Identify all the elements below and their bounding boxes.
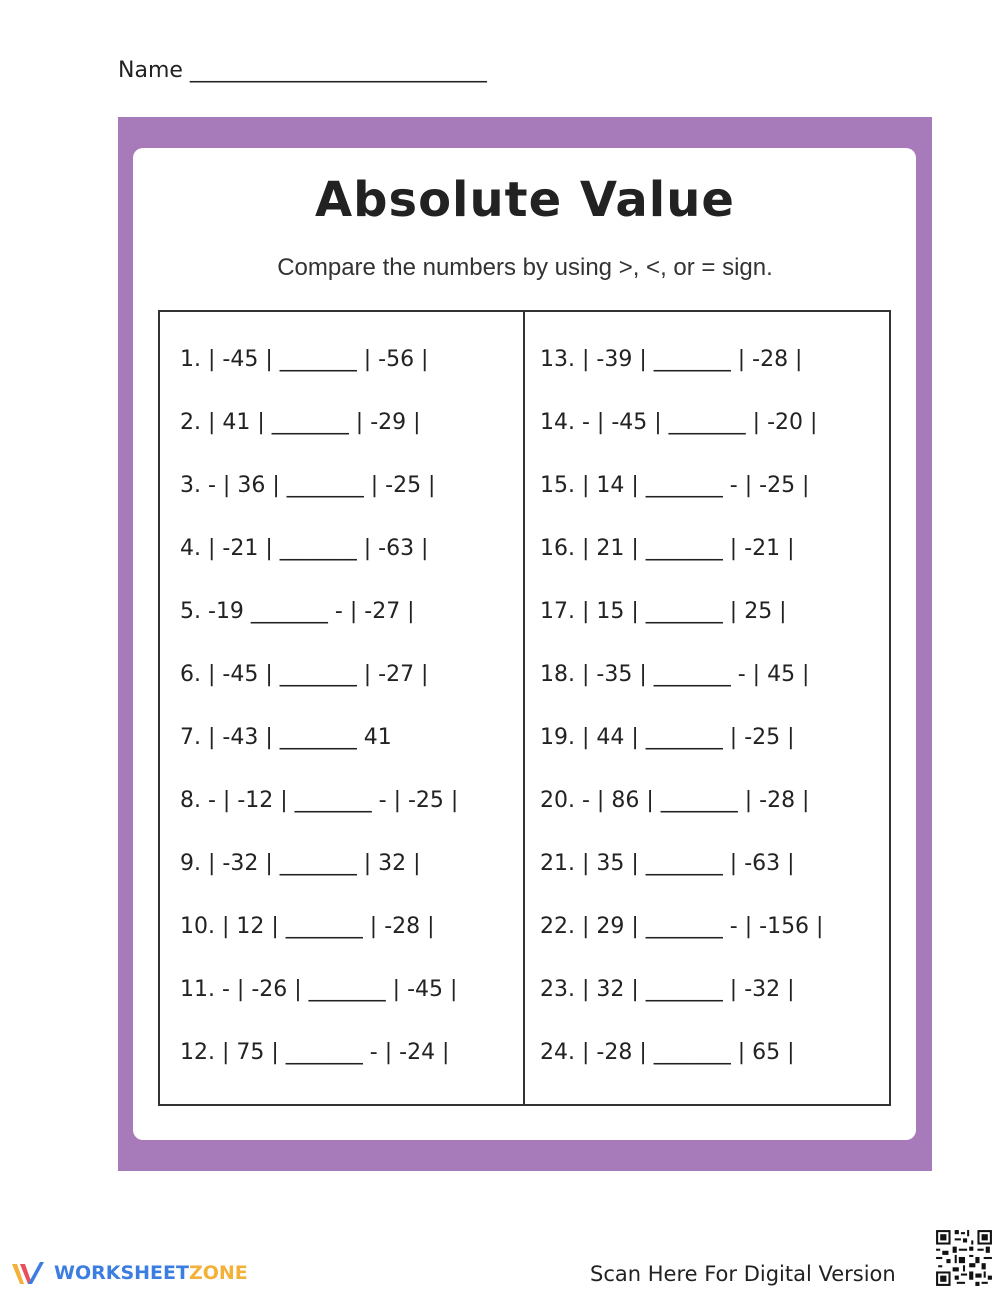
problem-text: | 35 | _______ | -63 | (582, 851, 795, 876)
problem-number: 18. (540, 662, 575, 687)
worksheetzone-logo[interactable] (10, 1258, 248, 1288)
problem-number: 21. (540, 851, 575, 876)
problem-number: 5. (180, 599, 201, 624)
problem-item (540, 659, 823, 722)
problem-item (540, 1037, 823, 1100)
problem-number: 1. (180, 347, 201, 372)
problem-number: 17. (540, 599, 575, 624)
problem-number: 14. (540, 410, 575, 435)
problem-item (180, 596, 458, 659)
scan-prompt: Scan Here For Digital Version (590, 1262, 896, 1286)
problem-text: | 29 | _______ - | -156 | (582, 914, 824, 939)
problem-text: | 12 | _______ | -28 | (222, 914, 435, 939)
problem-number: 19. (540, 725, 575, 750)
problem-number: 23. (540, 977, 575, 1002)
left-problem-column (180, 344, 458, 1100)
problem-item (540, 911, 823, 974)
problem-number: 24. (540, 1040, 575, 1065)
problem-number: 11. (180, 977, 215, 1002)
name-line: Name ___________________________ (118, 58, 487, 83)
problem-item (180, 344, 458, 407)
problem-text: | 14 | _______ - | -25 | (582, 473, 810, 498)
problem-number: 8. (180, 788, 201, 813)
problem-number: 22. (540, 914, 575, 939)
problem-text: - | -45 | _______ | -20 | (582, 410, 818, 435)
problem-number: 10. (180, 914, 215, 939)
problem-item (540, 974, 823, 1037)
problem-item (540, 722, 823, 785)
problem-text: - | -26 | _______ | -45 | (222, 977, 458, 1002)
problem-number: 15. (540, 473, 575, 498)
problem-text: | -21 | _______ | -63 | (208, 536, 429, 561)
problem-item (180, 470, 458, 533)
problem-item (180, 785, 458, 848)
problem-item (180, 974, 458, 1037)
problem-item (540, 533, 823, 596)
logo-word-zone: ZONE (188, 1262, 248, 1284)
problem-item (180, 722, 458, 785)
problem-number: 6. (180, 662, 201, 687)
problem-text: | 21 | _______ | -21 | (582, 536, 795, 561)
problem-number: 7. (180, 725, 201, 750)
problem-text: | -45 | _______ | -56 | (208, 347, 429, 372)
problem-text: - | 36 | _______ | -25 | (208, 473, 436, 498)
qr-code-icon[interactable] (934, 1228, 994, 1288)
worksheet-title: Absolute Value (315, 172, 735, 228)
problem-text: | 15 | _______ | 25 | (582, 599, 787, 624)
problem-number: 4. (180, 536, 201, 561)
problem-text: | -45 | _______ | -27 | (208, 662, 429, 687)
worksheetzone-logo-icon (10, 1258, 48, 1288)
logo-word-worksheet: WORKSHEET (54, 1262, 189, 1284)
problem-item (540, 407, 823, 470)
problem-number: 12. (180, 1040, 215, 1065)
problem-text: | 75 | _______ - | -24 | (222, 1040, 450, 1065)
right-problem-column (540, 344, 823, 1100)
problem-item (180, 1037, 458, 1100)
problem-item (540, 785, 823, 848)
problem-text: | 41 | _______ | -29 | (208, 410, 421, 435)
problem-item (540, 596, 823, 659)
column-divider (523, 310, 525, 1106)
problem-number: 2. (180, 410, 201, 435)
problem-item (180, 659, 458, 722)
problem-text: - | 86 | _______ | -28 | (582, 788, 810, 813)
worksheet-instructions: Compare the numbers by using >, <, or = sign. (277, 254, 773, 281)
problem-text: | -32 | _______ | 32 | (208, 851, 421, 876)
problem-text: | -28 | _______ | 65 | (582, 1040, 795, 1065)
problem-text: | -43 | _______ 41 (208, 725, 392, 750)
problem-item (180, 533, 458, 596)
problem-text: | -35 | _______ - | 45 | (582, 662, 810, 687)
logo-text (54, 1262, 248, 1284)
problem-text: | 44 | _______ | -25 | (582, 725, 795, 750)
problem-text: - | -12 | _______ - | -25 | (208, 788, 459, 813)
problem-number: 20. (540, 788, 575, 813)
problem-text: -19 _______ - | -27 | (208, 599, 415, 624)
problem-item (540, 344, 823, 407)
problem-item (180, 407, 458, 470)
problem-item (540, 848, 823, 911)
problem-number: 16. (540, 536, 575, 561)
problem-number: 13. (540, 347, 575, 372)
problem-item (540, 470, 823, 533)
problem-number: 9. (180, 851, 201, 876)
problem-item (180, 911, 458, 974)
problem-text: | 32 | _______ | -32 | (582, 977, 795, 1002)
problem-item (180, 848, 458, 911)
problem-number: 3. (180, 473, 201, 498)
problem-text: | -39 | _______ | -28 | (582, 347, 803, 372)
